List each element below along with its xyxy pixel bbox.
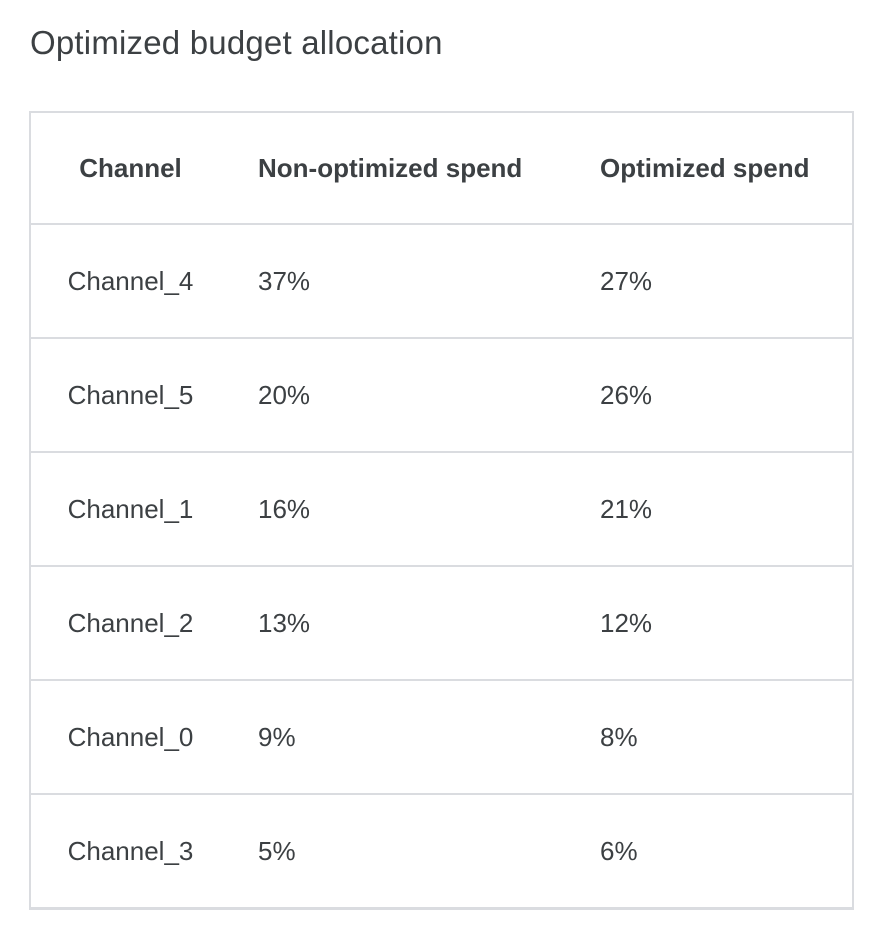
non-optimized-spend-cell: 9%	[230, 680, 573, 794]
non-optimized-spend-cell: 20%	[230, 338, 573, 452]
column-header-channel: Channel	[30, 112, 230, 224]
non-optimized-spend-cell: 16%	[230, 452, 573, 566]
table-header	[30, 112, 853, 224]
table-row	[30, 452, 853, 566]
channel-name-cell: Channel_0	[30, 680, 230, 794]
table-row	[30, 680, 853, 794]
optimized-spend-cell: 26%	[573, 338, 853, 452]
optimized-spend-cell: 27%	[573, 224, 853, 338]
budget-table-container	[29, 111, 852, 910]
optimized-spend-cell: 6%	[573, 794, 853, 909]
channel-name-cell: Channel_2	[30, 566, 230, 680]
table-row	[30, 224, 853, 338]
non-optimized-spend-cell: 37%	[230, 224, 573, 338]
header-row	[30, 112, 853, 224]
channel-name-cell: Channel_1	[30, 452, 230, 566]
channel-name-cell: Channel_4	[30, 224, 230, 338]
column-header-non-optimized-spend: Non-optimized spend	[230, 112, 573, 224]
table-row	[30, 338, 853, 452]
table-body	[30, 224, 853, 909]
optimized-spend-cell: 12%	[573, 566, 853, 680]
column-header-optimized-spend: Optimized spend	[573, 112, 853, 224]
optimized-spend-cell: 8%	[573, 680, 853, 794]
channel-name-cell: Channel_5	[30, 338, 230, 452]
non-optimized-spend-cell: 5%	[230, 794, 573, 909]
channel-name-cell: Channel_3	[30, 794, 230, 909]
optimized-spend-cell: 21%	[573, 452, 853, 566]
table-row	[30, 566, 853, 680]
non-optimized-spend-cell: 13%	[230, 566, 573, 680]
page-title: Optimized budget allocation	[30, 24, 443, 61]
table-row	[30, 794, 853, 909]
budget-allocation-table	[29, 111, 854, 910]
